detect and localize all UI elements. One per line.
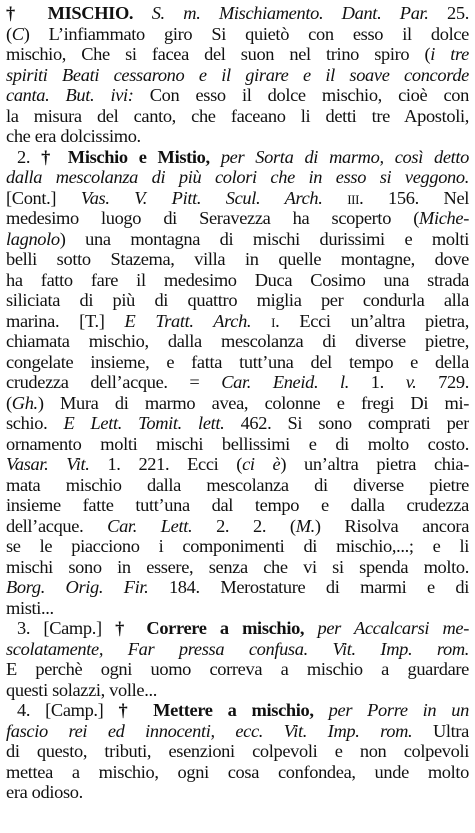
text-run: ) un’altra pietra chia-	[280, 454, 469, 474]
italic-text: E Tratt. Arch.	[124, 310, 252, 331]
text-run	[210, 147, 221, 167]
text-line	[6, 618, 469, 639]
text-line	[6, 65, 469, 86]
text-line	[6, 536, 469, 557]
italic-text: per Accalcarsi me-	[317, 618, 469, 638]
text-line	[6, 495, 469, 516]
text-line	[6, 126, 469, 147]
text-run: 1. 221. Ecci (	[89, 454, 243, 474]
italic-text: lagnolo	[6, 228, 60, 249]
text-run: misti...	[6, 597, 54, 618]
text-run: congelate insieme, e fatta tutt’una del tempo e della	[6, 351, 469, 372]
text-run: belli sotto Stazema, villa in quelle montagne, dove	[6, 249, 469, 269]
text-line	[6, 516, 469, 537]
text-line	[6, 782, 469, 803]
text-line	[6, 680, 469, 701]
italic-text: v.	[405, 372, 417, 392]
text-run: iii	[347, 187, 360, 208]
bold-term: † Mettere a mischio,	[118, 700, 314, 720]
italic-text: i tre	[430, 44, 469, 64]
text-run: 462. Si sono comprati per	[224, 413, 469, 433]
bold-term: † Correre a mischio,	[115, 618, 305, 638]
text-line	[6, 167, 469, 188]
text-run: 25.	[428, 3, 469, 23]
text-run: 1.	[349, 372, 406, 392]
text-line	[6, 188, 469, 209]
text-line	[6, 352, 469, 373]
text-line	[6, 454, 469, 475]
text-run	[314, 700, 329, 720]
text-line	[6, 85, 469, 106]
text-run: crudezza dell’acque. =	[6, 372, 222, 392]
text-line	[6, 721, 469, 742]
text-run: [Cont.]	[6, 187, 81, 208]
italic-text: Vas. V. Pitt. Scul. Arch.	[80, 187, 323, 208]
text-run: 729.	[416, 372, 469, 392]
text-line	[6, 639, 469, 660]
text-run	[103, 639, 128, 659]
text-line	[6, 700, 469, 721]
bold-term: † MISCHIO.	[6, 3, 134, 23]
text-line	[6, 44, 469, 65]
text-line	[6, 290, 469, 311]
italic-text: M.	[295, 515, 315, 536]
text-line	[6, 557, 469, 578]
italic-text: fascio rei ed innocenti, ecc. Vit. Imp. rom.	[6, 720, 413, 741]
text-run: chiamata mischio, dalla mescolanza di diverse pietre,	[6, 331, 469, 351]
text-line	[6, 372, 469, 393]
italic-text: S. m. Mischiamento. Dant. Par.	[151, 3, 429, 23]
italic-text: Borg. Orig. Fir.	[6, 577, 149, 597]
text-run: 184. Merostature di marmi e di	[148, 577, 469, 597]
italic-text: Miche-	[419, 208, 469, 228]
text-run: ornamento molti mischi bellissimi e di molto costo.	[6, 433, 469, 454]
text-run: 2.	[17, 146, 42, 167]
text-line	[6, 229, 469, 250]
text-run: medesimo luogo di Seravezza ha scoperto (	[6, 208, 420, 228]
text-line	[6, 24, 469, 45]
text-line	[6, 598, 469, 619]
text-run: insieme fatte tutt’una dal tempo e dalla crudezza	[6, 495, 469, 515]
text-run: i	[271, 310, 276, 331]
text-line	[6, 311, 469, 332]
text-run: Con esso il dolce mischio, cioè con	[133, 85, 469, 105]
text-line	[6, 249, 469, 270]
text-line	[6, 270, 469, 291]
text-run: schio.	[6, 413, 64, 433]
text-run: mettea a mischio, ogni cosa confondea, unde molto	[6, 761, 469, 782]
text-run	[251, 311, 271, 331]
text-line	[6, 659, 469, 680]
text-run: la misura del canto, che faceano li detti tre Apostoli,	[6, 105, 469, 126]
text-run: che era dolcissimo.	[6, 126, 141, 146]
italic-text: But. ivi:	[65, 85, 134, 105]
entry-headline	[6, 3, 469, 24]
text-run: questi solazzi, volle...	[6, 679, 157, 700]
text-line	[6, 762, 469, 783]
italic-text: per Sorta di marmo, così detto	[220, 146, 469, 167]
text-run: ) L’infiammato giro Si quietò con esso il dolce	[23, 23, 469, 44]
italic-text: Car. Lett.	[107, 515, 193, 536]
text-run	[304, 618, 317, 638]
bold-term: † Mischio e Mistio,	[41, 146, 210, 167]
italic-text: C	[11, 23, 24, 44]
text-run: era odioso.	[6, 782, 83, 802]
text-run: 4. [Camp.]	[17, 700, 119, 720]
italic-text: E Lett. Tomit. lett.	[63, 413, 225, 433]
text-line	[6, 413, 469, 434]
italic-text: Vit. Imp. rom.	[332, 638, 469, 659]
italic-text: spiriti Beati cessarono e il girare e il soave concorde	[6, 64, 469, 85]
italic-text: per Porre in un	[328, 700, 469, 720]
italic-text: dalla mescolanza di più colori che in esso si veggono.	[6, 167, 469, 187]
text-run	[49, 85, 65, 105]
text-line	[6, 147, 469, 168]
text-run: 2. 2. (	[192, 515, 296, 536]
text-run: . 156. Nel	[359, 187, 469, 208]
text-run: ) Mura di marmo avea, colonne e fregi Di mi-	[37, 392, 469, 413]
text-run: marina. [T.]	[6, 310, 125, 331]
text-line	[6, 331, 469, 352]
text-line	[6, 475, 469, 496]
text-run: dell’acque.	[6, 515, 108, 536]
italic-text: Far pressa confusa.	[127, 638, 308, 659]
text-line	[6, 393, 469, 414]
text-run: mata mischio dalla mescolanza di diverse pietre	[6, 474, 469, 495]
text-run: di questo, tributi, esenzioni colpevoli e non colpevoli	[6, 741, 469, 761]
text-line	[6, 577, 469, 598]
text-run	[323, 188, 348, 208]
text-run: E perchè ogni uomo correva a mischio a guardare	[6, 659, 469, 679]
text-run: (	[6, 23, 12, 44]
italic-text: Vasar. Vit.	[6, 454, 90, 474]
text-run	[308, 639, 333, 659]
text-line	[6, 106, 469, 127]
text-line	[6, 741, 469, 762]
text-run: ) una montagna di mischi durissimi e molti	[59, 228, 469, 249]
text-line	[6, 434, 469, 455]
text-run: se le piacciono i componimenti di mischio,...; e li	[6, 536, 469, 556]
text-run: siliciata di più di quattro miglia per condurla alla	[6, 290, 469, 310]
italic-text: Gh.	[11, 392, 38, 413]
text-line	[6, 208, 469, 229]
text-run: mischio, Che si facea del suon nel trino spiro (	[6, 44, 431, 64]
italic-text: scolatamente,	[6, 638, 104, 659]
text-run: ) Risolva ancora	[314, 515, 469, 536]
italic-text: canta.	[6, 85, 50, 105]
italic-text: Car. Eneid. l.	[221, 372, 350, 392]
text-run: 3. [Camp.]	[17, 618, 116, 638]
text-run: Ultra	[412, 720, 469, 741]
italic-text: ci è	[242, 454, 281, 474]
text-run: (	[6, 392, 12, 413]
text-run: . Ecci un’altra pietra,	[275, 310, 469, 331]
text-run: mischi sono in essere, senza che vi si spenda molto.	[6, 556, 469, 577]
text-run: ha fatto fare il medesimo Duca Cosimo una strada	[6, 269, 469, 290]
text-run	[133, 3, 152, 23]
